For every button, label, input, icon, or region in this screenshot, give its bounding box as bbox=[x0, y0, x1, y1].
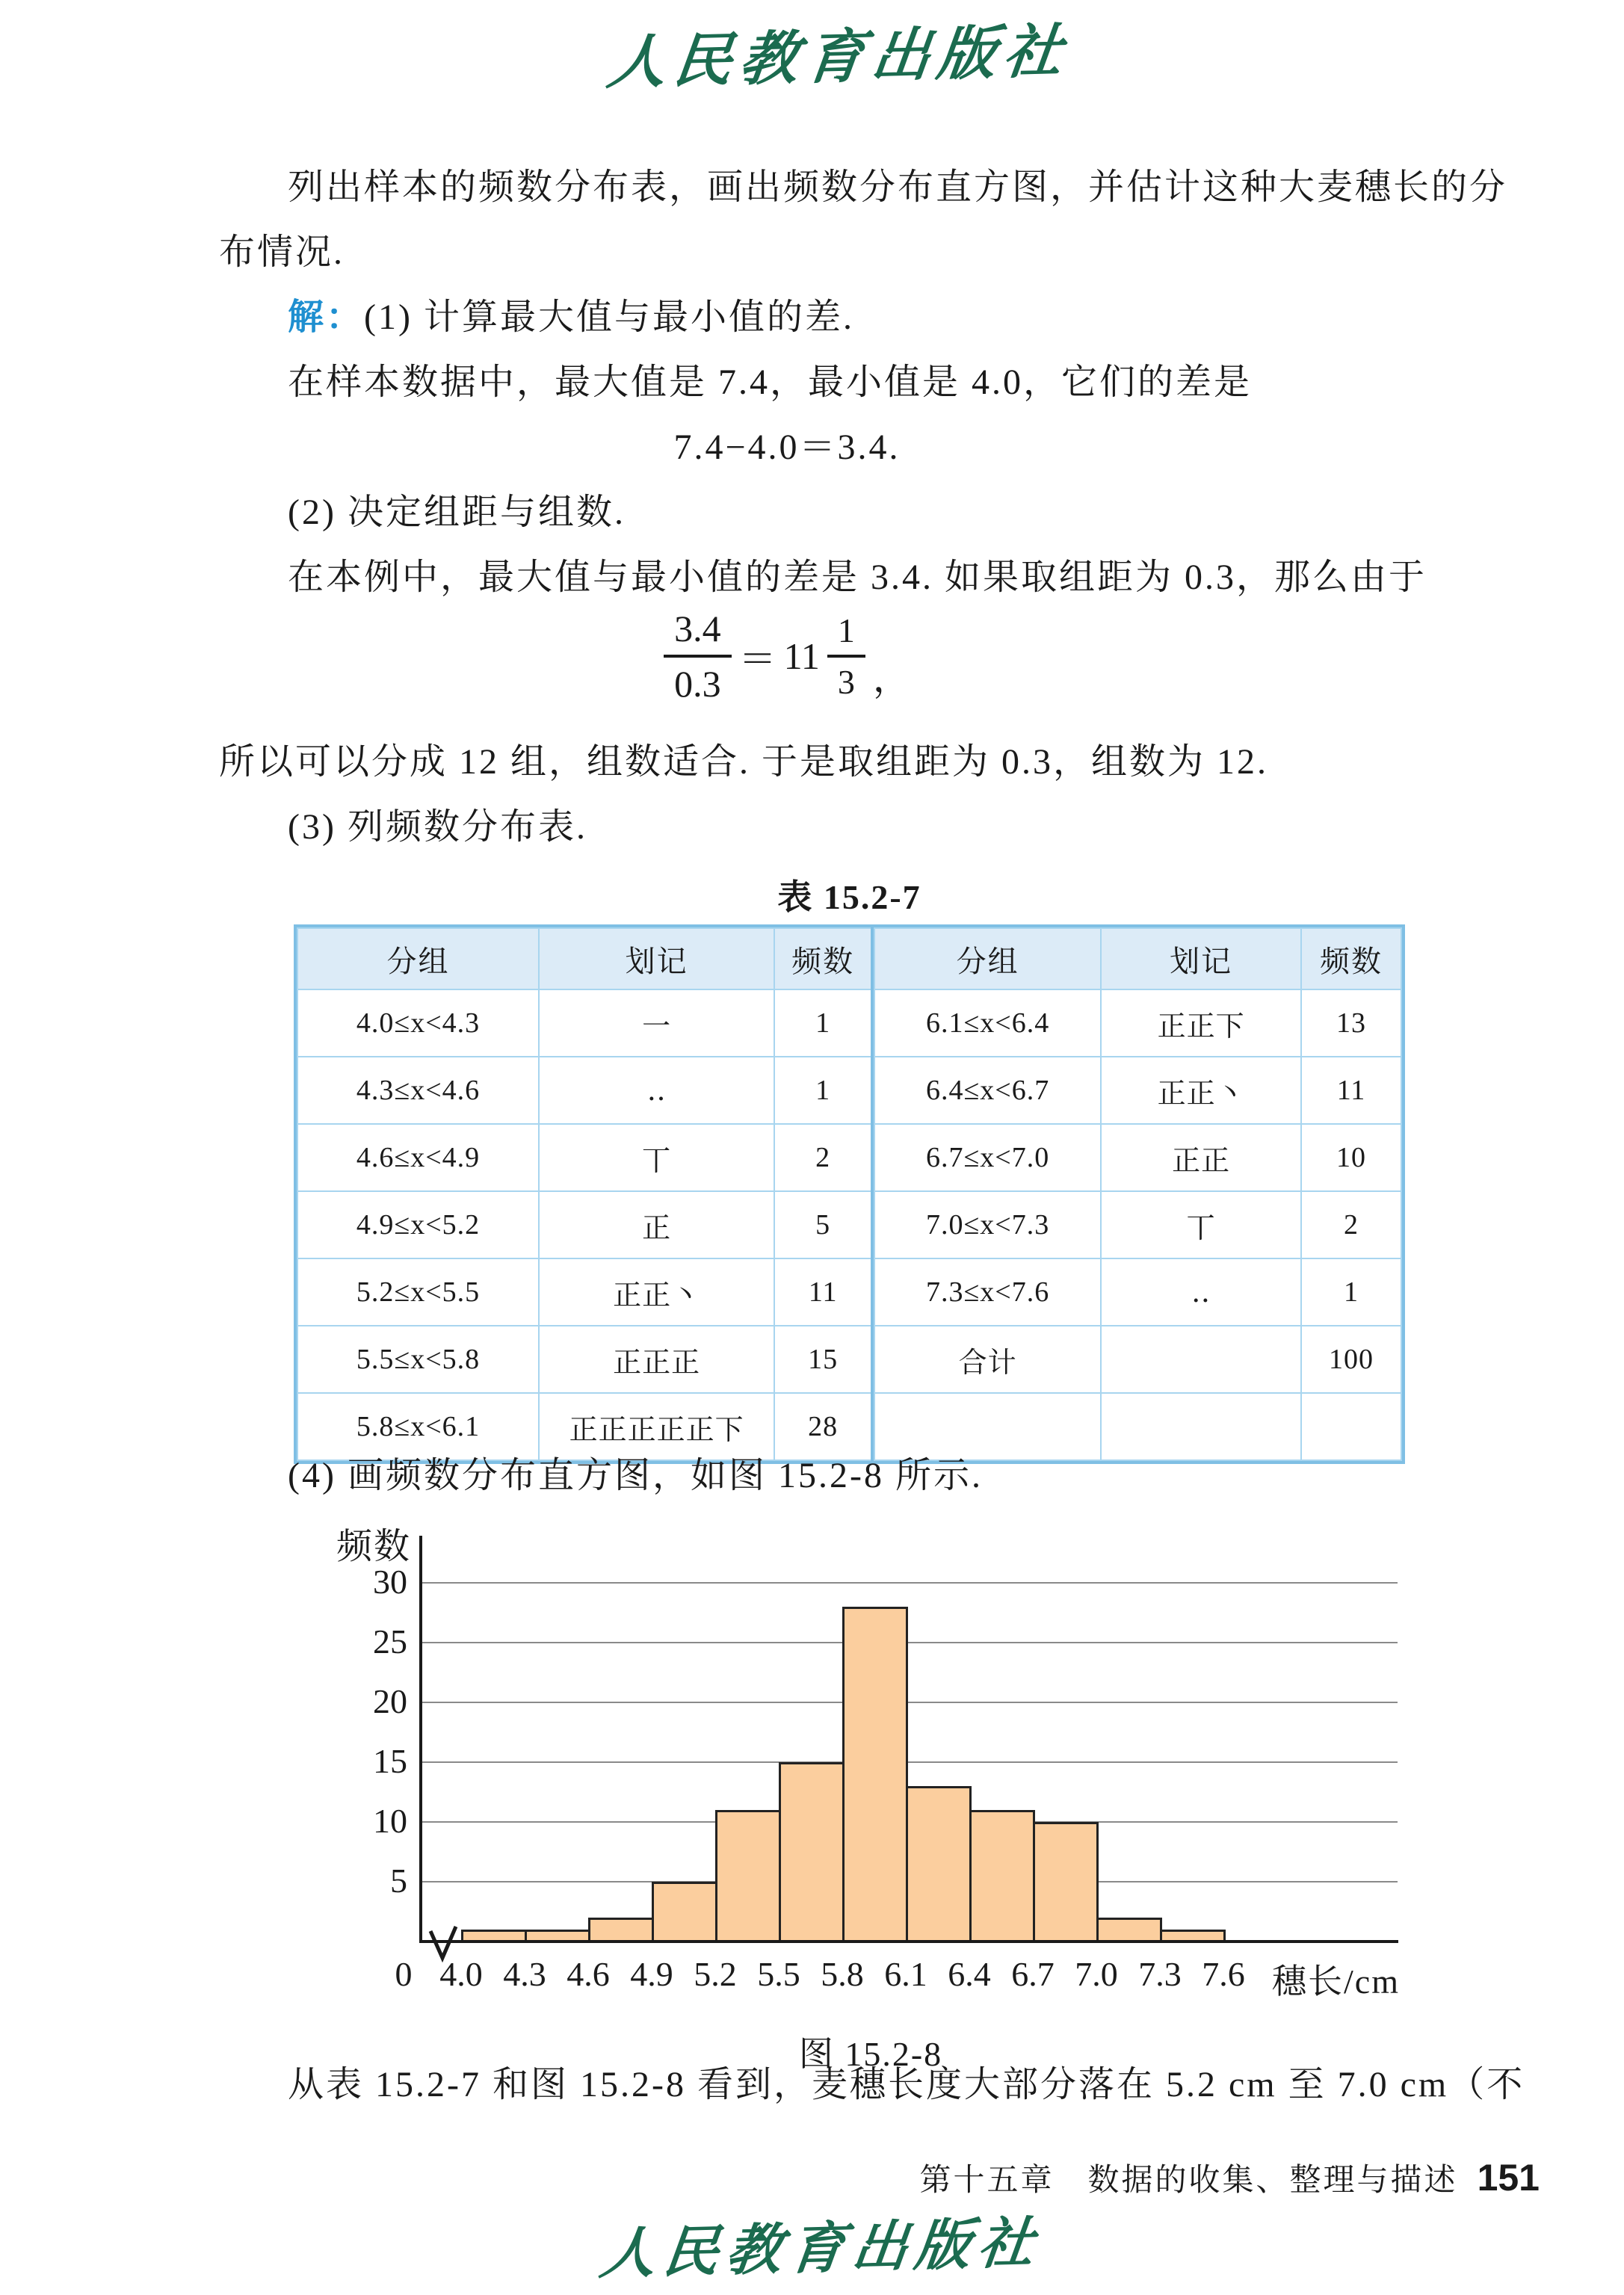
x-tick-label-6.1: 6.1 bbox=[884, 1955, 927, 1993]
y-tick-label-30: 30 bbox=[373, 1563, 407, 1601]
x-tick-label-7.3: 7.3 bbox=[1138, 1955, 1182, 1993]
x-axis-title: 穗长/cm bbox=[1272, 1962, 1400, 2001]
tally-cell: 正正丶 bbox=[539, 1258, 774, 1326]
fraction-denominator: 0.3 bbox=[674, 663, 721, 705]
tally-cell: 丅 bbox=[1101, 1191, 1301, 1258]
tally-cell: 正正 bbox=[1101, 1124, 1301, 1191]
frequency-cell: 28 bbox=[774, 1393, 872, 1460]
x-tick-label-5.2: 5.2 bbox=[694, 1955, 737, 1993]
x-tick-label-origin: 0 bbox=[395, 1955, 413, 1993]
frequency-histogram bbox=[329, 1517, 1412, 2040]
group-range-cell: 6.7≤x<7.0 bbox=[874, 1124, 1101, 1191]
gridline-25 bbox=[422, 1642, 1398, 1643]
bar-4.9–5.2-value-5 bbox=[652, 1882, 717, 1943]
class-width-fraction bbox=[219, 607, 1355, 705]
group-range-cell bbox=[874, 1393, 1101, 1460]
frequency-distribution-table bbox=[294, 924, 1405, 1464]
frequency-cell: 100 bbox=[1301, 1326, 1401, 1393]
group-range-cell: 6.4≤x<6.7 bbox=[874, 1057, 1101, 1124]
x-tick-label-4.6: 4.6 bbox=[566, 1955, 610, 1993]
frequency-cell: 15 bbox=[774, 1326, 872, 1393]
frequency-cell: 13 bbox=[1301, 989, 1401, 1057]
sub-fraction-denominator: 3 bbox=[837, 663, 855, 701]
tally-cell: ‥ bbox=[1101, 1258, 1301, 1326]
x-tick-label-4.3: 4.3 bbox=[503, 1955, 546, 1993]
intro-line-1: 列出样本的频数分布表，画出频数分布直方图，并估计这种大麦穗长的分 bbox=[288, 167, 1508, 207]
y-tick-label-25: 25 bbox=[373, 1622, 407, 1661]
frequency-cell: 1 bbox=[774, 1057, 872, 1124]
y-tick-label-10: 10 bbox=[373, 1802, 407, 1840]
tally-cell: ‥ bbox=[539, 1057, 774, 1124]
step1-body: 在样本数据中，最大值是 7.4，最小值是 4.0，它们的差是 bbox=[288, 362, 1253, 402]
frequency-cell: 10 bbox=[1301, 1124, 1401, 1191]
table-row bbox=[297, 1326, 872, 1393]
gridline-30 bbox=[422, 1582, 1398, 1584]
group-range-cell: 5.5≤x<5.8 bbox=[297, 1326, 539, 1393]
table-row bbox=[874, 1258, 1401, 1326]
table-row bbox=[874, 1393, 1401, 1460]
frequency-cell: 11 bbox=[774, 1258, 872, 1326]
closing-paragraph: 从表 15.2-7 和图 15.2-8 看到，麦穗长度大部分落在 5.2 cm 至 7.0 cm（不 bbox=[288, 2065, 1525, 2104]
fraction-1-over-3 bbox=[827, 611, 865, 702]
table-row bbox=[874, 1124, 1401, 1191]
step1-heading-text: (1) 计算最大值与最小值的差. bbox=[364, 297, 854, 337]
fraction-3.4-over-0.3 bbox=[664, 607, 732, 705]
step4-heading: (4) 画频数分布直方图，如图 15.2-8 所示. bbox=[288, 1456, 983, 1495]
group-range-cell: 6.1≤x<6.4 bbox=[874, 989, 1101, 1057]
group-range-cell: 4.3≤x<4.6 bbox=[297, 1057, 539, 1124]
group-header: 分组 bbox=[874, 928, 1101, 989]
bar-4.6–4.9-value-2 bbox=[588, 1918, 654, 1943]
group-range-cell: 合计 bbox=[874, 1326, 1101, 1393]
equals-sign: ＝ bbox=[738, 638, 777, 680]
page-number: 151 bbox=[1477, 2157, 1540, 2199]
tally-cell: 正正正正正下 bbox=[539, 1393, 774, 1460]
tally-cell: 正正正 bbox=[539, 1326, 774, 1393]
group-range-cell: 7.0≤x<7.3 bbox=[874, 1191, 1101, 1258]
step2-body: 在本例中，最大值与最小值的差是 3.4. 如果取组距为 0.3，那么由于 bbox=[288, 557, 1427, 597]
x-tick-label-4.0: 4.0 bbox=[439, 1955, 483, 1993]
difference-equation: 7.4−4.0＝3.4. bbox=[673, 427, 901, 467]
group-header: 分组 bbox=[297, 928, 539, 989]
bar-6.4–6.7-value-11 bbox=[969, 1810, 1035, 1943]
whole-number: 11 bbox=[783, 635, 820, 677]
y-tick-label-20: 20 bbox=[373, 1682, 407, 1720]
publisher-logo-bottom: 人民教育出版社 bbox=[596, 2213, 1045, 2286]
table-row bbox=[874, 989, 1401, 1057]
tally-cell bbox=[1101, 1393, 1301, 1460]
sub-fraction-numerator: 1 bbox=[827, 611, 865, 658]
tally-cell: 一 bbox=[539, 989, 774, 1057]
table-row bbox=[297, 1057, 872, 1124]
gridline-15 bbox=[422, 1761, 1398, 1763]
bar-6.1–6.4-value-13 bbox=[906, 1786, 972, 1943]
x-tick-label-4.9: 4.9 bbox=[630, 1955, 673, 1993]
solution-label: 解： bbox=[288, 297, 365, 337]
table-row bbox=[297, 1191, 872, 1258]
tally-header: 划记 bbox=[539, 928, 774, 989]
freq-table-left bbox=[297, 927, 874, 1461]
group-range-cell: 5.8≤x<6.1 bbox=[297, 1393, 539, 1460]
table-row bbox=[297, 1258, 872, 1326]
table-row bbox=[874, 1057, 1401, 1124]
group-range-cell: 4.0≤x<4.3 bbox=[297, 989, 539, 1057]
x-tick-label-7.0: 7.0 bbox=[1075, 1955, 1118, 1993]
table-row bbox=[297, 989, 872, 1057]
frequency-cell: 1 bbox=[774, 989, 872, 1057]
bar-7.0–7.3-value-2 bbox=[1096, 1918, 1162, 1943]
solution-step1-heading bbox=[288, 295, 854, 340]
frequency-header: 频数 bbox=[1301, 928, 1401, 989]
frequency-cell: 1 bbox=[1301, 1258, 1401, 1326]
frequency-cell bbox=[1301, 1393, 1401, 1460]
freq-table-right bbox=[874, 927, 1402, 1461]
table-row bbox=[874, 1326, 1401, 1393]
tally-header: 划记 bbox=[1101, 928, 1301, 989]
table-row bbox=[297, 1393, 872, 1460]
x-tick-label-5.8: 5.8 bbox=[821, 1955, 864, 1993]
page-footer bbox=[822, 2155, 1540, 2200]
table-row bbox=[874, 1191, 1401, 1258]
bar-5.5–5.8-value-15 bbox=[779, 1762, 845, 1943]
x-tick-label-5.5: 5.5 bbox=[757, 1955, 800, 1993]
publisher-logo-top: 人民教育出版社 bbox=[604, 18, 1074, 96]
frequency-cell: 5 bbox=[774, 1191, 872, 1258]
tally-cell: 正正下 bbox=[1101, 989, 1301, 1057]
frequency-cell: 2 bbox=[774, 1124, 872, 1191]
table-row bbox=[297, 1124, 872, 1191]
x-axis-line bbox=[419, 1940, 1398, 1943]
group-range-cell: 4.6≤x<4.9 bbox=[297, 1124, 539, 1191]
x-tick-label-7.6: 7.6 bbox=[1202, 1955, 1245, 1993]
y-tick-label-5: 5 bbox=[390, 1862, 407, 1900]
group-range-cell: 5.2≤x<5.5 bbox=[297, 1258, 539, 1326]
comma: ， bbox=[872, 658, 910, 699]
bar-6.7–7.0-value-10 bbox=[1033, 1822, 1099, 1943]
axis-break-icon bbox=[427, 1924, 460, 1962]
frequency-cell: 2 bbox=[1301, 1191, 1401, 1258]
chapter-title: 第十五章 数据的收集、整理与描述 bbox=[919, 2163, 1458, 2198]
group-range-cell: 7.3≤x<7.6 bbox=[874, 1258, 1101, 1326]
tally-cell: 正 bbox=[539, 1191, 774, 1258]
figure-caption: 图 15.2-8 bbox=[798, 2035, 943, 2073]
gridline-20 bbox=[422, 1702, 1398, 1703]
step2-heading: (2) 决定组距与组数. bbox=[288, 492, 626, 532]
tally-cell: 丅 bbox=[539, 1124, 774, 1191]
intro-line-2: 布情况. bbox=[219, 232, 345, 272]
bar-5.2–5.5-value-11 bbox=[715, 1810, 781, 1943]
fraction-numerator: 3.4 bbox=[664, 607, 732, 658]
frequency-header: 频数 bbox=[774, 928, 872, 989]
y-axis-line bbox=[419, 1536, 422, 1943]
x-tick-label-6.4: 6.4 bbox=[948, 1955, 991, 1993]
tally-cell bbox=[1101, 1326, 1301, 1393]
bar-5.8–6.1-value-28 bbox=[842, 1607, 908, 1943]
tally-cell: 正正丶 bbox=[1101, 1057, 1301, 1124]
y-tick-label-15: 15 bbox=[373, 1742, 407, 1780]
group-range-cell: 4.9≤x<5.2 bbox=[297, 1191, 539, 1258]
step3-heading: (3) 列频数分布表. bbox=[288, 807, 587, 847]
step2-tail: 所以可以分成 12 组，组数适合. 于是取组距为 0.3，组数为 12. bbox=[219, 742, 1269, 782]
table-caption: 表 15.2-7 bbox=[777, 878, 921, 916]
x-tick-label-6.7: 6.7 bbox=[1011, 1955, 1055, 1993]
y-axis-title: 频数 bbox=[336, 1527, 412, 1566]
frequency-cell: 11 bbox=[1301, 1057, 1401, 1124]
